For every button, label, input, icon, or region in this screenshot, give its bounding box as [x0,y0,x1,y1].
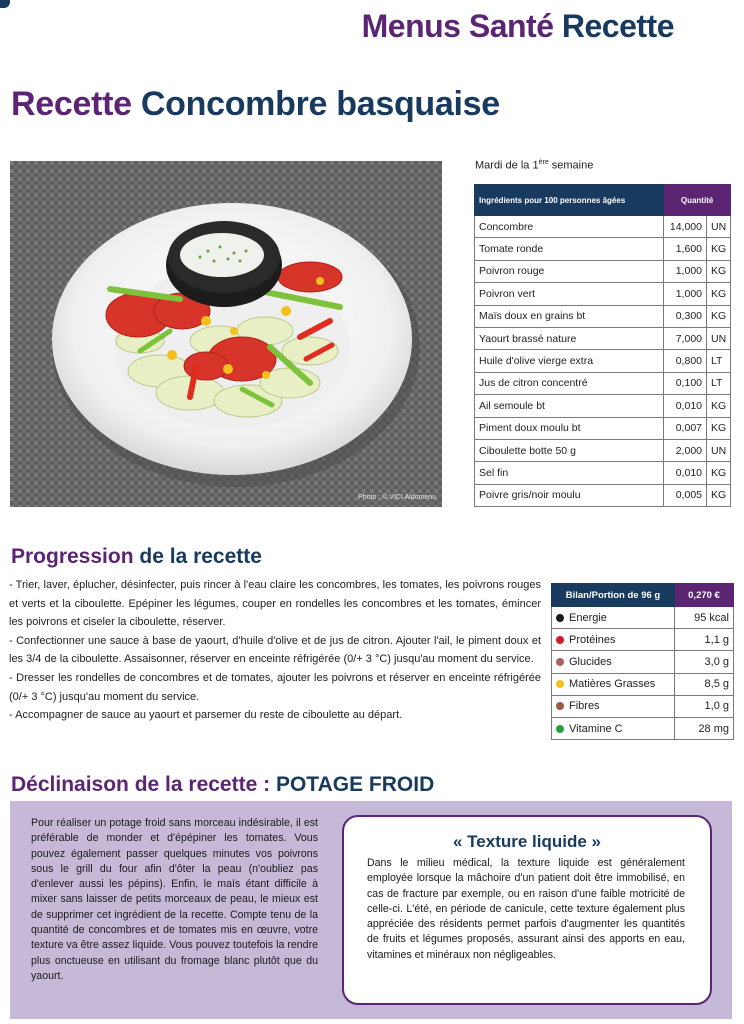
nutrition-name: Matières Grasses [569,678,656,691]
declinaison-text: Pour réaliser un potage froid sans morceau indésirable, il est préférable de monder et d'épépiner les tomates. Vous pouvez également passer quelques minutes vos poivrons sous le grill du four afin d'ôter la peau (n'oubliez pas d'enlever aussi les pépins). Enfin, le maïs étant difficile à mixer sans laisser de petits morceaux de peau, le mieux est de supprimer cet ingrédient de la recette. Compte tenu de la quantité de concombres et de tomates mis en œuvre, votre texture va être assez liquide. Vous pouvez toutefois la rendre plus onctueuse en utilisant du fromage blanc plutôt que du yaourt. [31,817,318,982]
ingredient-qty: 1,000 [664,283,707,305]
ingredient-name: Poivron vert [475,283,664,305]
menu-day-superscript: ère [538,159,549,166]
ingredient-unit: LT [707,372,731,394]
ingredients-body [475,216,731,507]
declinaison-title-part1: Déclinaison de la recette : [11,773,271,796]
ingredient-qty: 0,010 [664,462,707,484]
ingredient-unit: KG [707,484,731,506]
declinaison-title [11,773,434,797]
ingredient-qty: 7,000 [664,327,707,349]
ingredient-qty: 1,000 [664,260,707,282]
ingredient-row [475,283,731,305]
ingredient-qty: 0,010 [664,395,707,417]
recipe-photo [10,161,442,507]
ingredient-row [475,395,731,417]
progression-steps [9,576,541,725]
nutrition-row [552,607,734,629]
ingredient-name: Poivre gris/noir moulu [475,484,664,506]
nutrition-name: Glucides [569,655,612,668]
ingredient-row [475,238,731,260]
ingredient-row [475,350,731,372]
ingredients-header-name: Ingrédients pour 100 personnes âgées [475,185,664,216]
ingredient-unit: KG [707,305,731,327]
ingredient-row [475,327,731,349]
nutrition-name-cell [552,717,675,739]
nutrition-value: 1,0 g [675,695,734,717]
ingredient-unit: UN [707,216,731,238]
nutrient-dot-icon [556,614,564,622]
ingredient-row [475,305,731,327]
ingredient-qty: 1,600 [664,238,707,260]
nutrition-row [552,717,734,739]
ingredient-name: Ciboulette botte 50 g [475,439,664,461]
nutrition-name: Fibres [569,700,600,713]
ingredient-qty: 14,000 [664,216,707,238]
nutrient-dot-icon [556,680,564,688]
ingredient-name: Sel fin [475,462,664,484]
ingredient-unit: KG [707,395,731,417]
progression-step: - Trier, laver, éplucher, désinfecter, puis rincer à l'eau claire les concombres, les tomates, les poivrons rouges et verts et la ciboulette. Epépiner les légumes, couper en rondelles les concombres et les tomates, émincer les poivrons et ciseler la ciboulette, réserver. [9,579,541,629]
ingredient-row [475,462,731,484]
ingredient-name: Tomate ronde [475,238,664,260]
nutrient-dot-icon [556,702,564,710]
progression-title-part1: Progression [11,545,134,568]
ingredient-row [475,372,731,394]
ingredient-unit: LT [707,350,731,372]
ingredient-qty: 0,800 [664,350,707,372]
ingredient-qty: 0,300 [664,305,707,327]
nutrition-header-cost: 0,270 € [675,584,734,607]
ingredient-row [475,439,731,461]
nutrient-dot-icon [556,636,564,644]
declinaison-title-part2: POTAGE FROID [275,773,435,796]
header-title-part1: Menus Santé [361,8,554,44]
menu-day [475,159,593,172]
nutrition-value: 8,5 g [675,673,734,695]
nutrient-dot-icon [556,725,564,733]
ingredient-unit: KG [707,283,731,305]
ingredient-name: Poivron rouge [475,260,664,282]
progression-step: - Dresser les rondelles de concombres et de tomates, ajouter les poivrons et réserver en enceinte réfrigérée (0/+ 3 °C) jusqu'au moment du service. [9,671,541,703]
page-header [0,0,744,60]
salad-plate-illustration [10,161,442,507]
nutrition-value: 3,0 g [675,651,734,673]
nutrition-header-label: Bilan/Portion de 96 g [552,584,675,607]
corner-mark [0,0,10,8]
ingredient-qty: 0,005 [664,484,707,506]
ingredient-name: Ail semoule bt [475,395,664,417]
nutrition-row [552,695,734,717]
progression-step: - Accompagner de sauce au yaourt et parsemer du reste de ciboulette au départ. [9,709,403,722]
recipe-title-part2: Concombre basquaise [140,85,500,123]
header-title-part2: Recette [561,8,674,44]
ingredient-unit: KG [707,417,731,439]
ingredients-table [474,184,731,507]
nutrition-name-cell [552,651,675,673]
nutrition-table [551,583,734,740]
menu-day-prefix: Mardi de la 1 [475,159,539,172]
ingredient-unit: UN [707,327,731,349]
nutrition-name: Energie [569,611,607,624]
texture-text: Dans le milieu médical, la texture liquide est généralement employée lorsque la mâchoire d'un patient doit être immobilisé, en cas de fracture par exemple, ou en raison d'une faible motricité de celle-ci. L'été, en période de canicule, cette texture également plus appréciée des résidents permet parfois d'augmenter les quantités de fruits et légumes proposés, assurant ainsi des apports en eau, vitamines et minéraux non négligeables. [367,857,685,961]
nutrition-name: Protéines [569,633,616,646]
nutrition-row [552,651,734,673]
ingredient-row [475,484,731,506]
progression-title [11,545,262,569]
nutrition-name: Vitamine C [569,722,623,735]
ingredient-name: Maïs doux en grains bt [475,305,664,327]
ingredient-name: Concombre [475,216,664,238]
progression-title-part2: de la recette [139,545,262,568]
nutrition-name-cell [552,695,675,717]
nutrition-row [552,629,734,651]
nutrition-body [552,607,734,740]
nutrient-dot-icon [556,658,564,666]
ingredient-qty: 0,007 [664,417,707,439]
ingredient-name: Huile d'olive vierge extra [475,350,664,372]
ingredient-row [475,417,731,439]
ingredient-qty: 0,100 [664,372,707,394]
ingredient-name: Jus de citron concentré [475,372,664,394]
ingredient-unit: KG [707,462,731,484]
ingredient-unit: KG [707,238,731,260]
progression-step: - Confectionner une sauce à base de yaourt, d'huile d'olive et de jus de citron. Ajouter l'ail, le piment doux et les 3/4 de la ciboulette. Assaisonner, réserver en enceinte réfrigérée (0/+ 3 °C) jusqu'au moment du service. [9,634,541,666]
photo-credit: Photo : © VICI Aldomenu [358,494,436,501]
ingredient-name: Yaourt brassé nature [475,327,664,349]
ingredient-name: Piment doux moulu bt [475,417,664,439]
texture-title: « Texture liquide » [452,832,601,851]
nutrition-value: 28 mg [675,717,734,739]
recipe-title [11,85,500,124]
menu-day-suffix: semaine [551,159,594,172]
ingredients-header-qty: Quantité [664,185,731,216]
ingredient-row [475,216,731,238]
nutrition-value: 1,1 g [675,629,734,651]
header-title [362,8,674,45]
nutrition-name-cell [552,673,675,695]
ingredient-unit: UN [707,439,731,461]
recipe-title-part1: Recette [11,85,132,123]
nutrition-row [552,673,734,695]
nutrition-name-cell [552,629,675,651]
nutrition-name-cell [552,607,675,629]
nutrition-value: 95 kcal [675,607,734,629]
ingredient-qty: 2,000 [664,439,707,461]
ingredient-unit: KG [707,260,731,282]
ingredient-row [475,260,731,282]
